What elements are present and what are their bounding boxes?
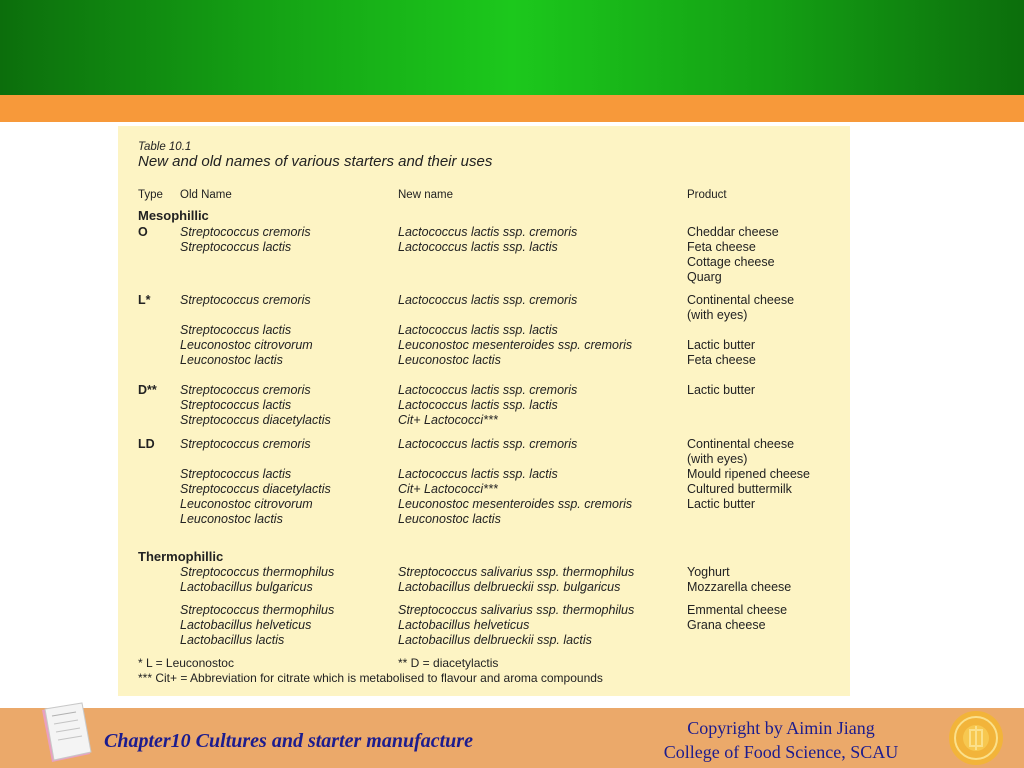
header-old-name: Old Name bbox=[180, 189, 232, 201]
type-d: D** bbox=[138, 383, 157, 397]
product-cell: Yoghurt bbox=[687, 565, 730, 579]
group-thermophillic: Thermophillic bbox=[138, 549, 224, 564]
new-name-cell: Lactococcus lactis ssp. cremoris bbox=[398, 225, 578, 239]
product-cell: Quarg bbox=[687, 270, 722, 284]
old-name-cell: Leuconostoc citrovorum bbox=[180, 338, 313, 352]
top-orange-stripe bbox=[0, 95, 1024, 122]
old-name-cell: Leuconostoc lactis bbox=[180, 353, 283, 367]
footnote-d: ** D = diacetylactis bbox=[398, 656, 499, 670]
new-name-cell: Lactobacillus helveticus bbox=[398, 618, 530, 632]
new-name-cell: Lactobacillus delbrueckii ssp. bulgaricus bbox=[398, 580, 621, 594]
product-cell: Lactic butter bbox=[687, 383, 756, 397]
old-name-cell: Streptococcus diacetylactis bbox=[180, 482, 331, 496]
product-cell: Cultured buttermilk bbox=[687, 482, 792, 496]
table-title: New and old names of various starters and their uses bbox=[138, 153, 493, 170]
footnote-l: * L = Leuconostoc bbox=[138, 656, 234, 670]
new-name-cell: Leuconostoc mesenteroides ssp. cremoris bbox=[398, 338, 633, 352]
new-name-cell: Lactobacillus delbrueckii ssp. lactis bbox=[398, 633, 592, 647]
product-cell: Continental cheese bbox=[687, 437, 795, 451]
new-name-cell: Lactococcus lactis ssp. lactis bbox=[398, 240, 558, 254]
new-name-cell: Streptococcus salivarius ssp. thermophilus bbox=[398, 565, 635, 579]
product-cell: Feta cheese bbox=[687, 240, 756, 254]
product-cell: Mozzarella cheese bbox=[687, 580, 792, 594]
new-name-cell: Leuconostoc mesenteroides ssp. cremoris bbox=[398, 497, 633, 511]
old-name-cell: Streptococcus lactis bbox=[180, 323, 292, 337]
old-name-cell: Leuconostoc citrovorum bbox=[180, 497, 313, 511]
footnote-cit: *** Cit+ = Abbreviation for citrate which is metabolised to flavour and aroma compounds bbox=[138, 671, 603, 685]
old-name-cell: Lactobacillus lactis bbox=[180, 633, 285, 647]
old-name-cell: Streptococcus thermophilus bbox=[180, 603, 335, 617]
new-name-cell: Lactococcus lactis ssp. cremoris bbox=[398, 383, 578, 397]
product-cell: Emmental cheese bbox=[687, 603, 788, 617]
old-name-cell: Streptococcus cremoris bbox=[180, 383, 311, 397]
new-name-cell: Lactococcus lactis ssp. lactis bbox=[398, 323, 558, 337]
product-cell: Grana cheese bbox=[687, 618, 766, 632]
new-name-cell: Leuconostoc lactis bbox=[398, 512, 501, 526]
old-name-cell: Leuconostoc lactis bbox=[180, 512, 283, 526]
old-name-cell: Lactobacillus helveticus bbox=[180, 618, 312, 632]
old-name-cell: Streptococcus lactis bbox=[180, 398, 292, 412]
copyright bbox=[636, 716, 926, 764]
old-name-cell: Streptococcus lactis bbox=[180, 240, 292, 254]
type-o: O bbox=[138, 225, 148, 239]
new-name-cell: Lactococcus lactis ssp. cremoris bbox=[398, 293, 578, 307]
old-name-cell: Streptococcus cremoris bbox=[180, 293, 311, 307]
old-name-cell: Streptococcus cremoris bbox=[180, 437, 311, 451]
old-name-cell: Streptococcus diacetylactis bbox=[180, 413, 331, 427]
product-cell: Feta cheese bbox=[687, 353, 756, 367]
old-name-cell: Streptococcus cremoris bbox=[180, 225, 311, 239]
product-cell: Mould ripened cheese bbox=[687, 467, 810, 481]
old-name-cell: Streptococcus lactis bbox=[180, 467, 292, 481]
header-type: Type bbox=[138, 189, 163, 201]
product-cell: Cottage cheese bbox=[687, 255, 775, 269]
book-icon bbox=[36, 702, 94, 764]
type-ld: LD bbox=[138, 437, 155, 451]
new-name-cell: Cit+ Lactococci*** bbox=[398, 413, 498, 427]
copyright-line1: Copyright by Aimin Jiang bbox=[687, 718, 875, 738]
copyright-line2: College of Food Science, SCAU bbox=[663, 742, 899, 762]
university-seal-icon bbox=[948, 710, 1004, 766]
new-name-cell: Streptococcus salivarius ssp. thermophilus bbox=[398, 603, 635, 617]
product-cell: (with eyes) bbox=[687, 452, 748, 466]
new-name-cell: Cit+ Lactococci*** bbox=[398, 482, 498, 496]
type-l: L* bbox=[138, 293, 151, 307]
product-cell: Lactic butter bbox=[687, 338, 756, 352]
product-cell: (with eyes) bbox=[687, 308, 748, 322]
new-name-cell: Lactococcus lactis ssp. lactis bbox=[398, 467, 558, 481]
header-product: Product bbox=[687, 189, 727, 201]
chapter-title: Chapter10 Cultures and starter manufacture bbox=[104, 730, 473, 752]
new-name-cell: Lactococcus lactis ssp. cremoris bbox=[398, 437, 578, 451]
table-number: Table 10.1 bbox=[138, 141, 192, 153]
product-cell: Cheddar cheese bbox=[687, 225, 779, 239]
product-cell: Continental cheese bbox=[687, 293, 795, 307]
old-name-cell: Streptococcus thermophilus bbox=[180, 565, 335, 579]
old-name-cell: Lactobacillus bulgaricus bbox=[180, 580, 313, 594]
group-mesophillic: Mesophillic bbox=[138, 208, 209, 223]
new-name-cell: Lactococcus lactis ssp. lactis bbox=[398, 398, 558, 412]
header-new-name: New name bbox=[398, 189, 453, 201]
product-cell: Lactic butter bbox=[687, 497, 756, 511]
new-name-cell: Leuconostoc lactis bbox=[398, 353, 501, 367]
top-green-banner bbox=[0, 0, 1024, 95]
starter-table bbox=[118, 126, 850, 696]
